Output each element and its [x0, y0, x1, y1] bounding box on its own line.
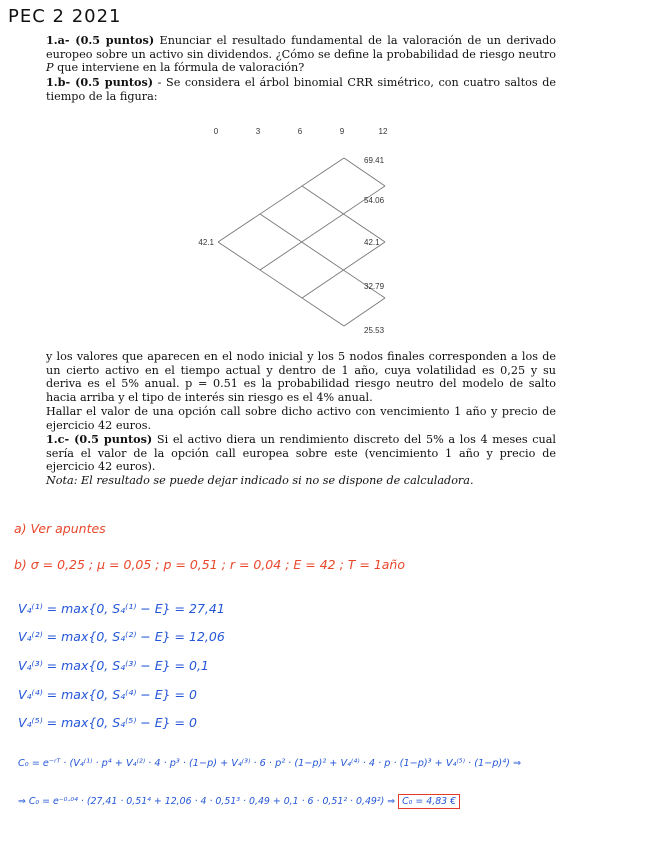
- c0-calculation: ⇒ C₀ = e⁻⁰·⁰⁴ · (27,41 · 0,51⁴ + 12,06 · 4 · 0,51³ · 0,49 + 0,1 · 6 · 0,51² · 0,49²) ⇒: [18, 796, 396, 807]
- tree-time-label: 12: [378, 127, 388, 136]
- tree-edge: [344, 298, 385, 326]
- tree-final-values: [364, 156, 385, 335]
- tree-final-value: 54.06: [364, 196, 385, 205]
- tree-edge: [218, 242, 344, 326]
- payoff-v3: V₄⁽³⁾ = max{0, S₄⁽³⁾ − E} = 0,1: [18, 658, 209, 673]
- tree-edge: [218, 158, 344, 242]
- payoff-v5: V₄⁽⁵⁾ = max{0, S₄⁽⁵⁾ − E} = 0: [18, 715, 197, 730]
- tree-time-label: 9: [339, 127, 345, 136]
- question-1b-paragraph: y los valores que aparecen en el nodo inicial y los 5 nodos finales corresponden a los de un cierto activo en el tiempo actual y dentro de 1 año, cuya volatilidad es 0,25 y su deriva es el 5% anual. p = 0.51 es la probabilidad riesgo neutro del modelo de salto hacia arriba y el tipo de interés sin riesgo es el 4% anual.: [46, 350, 556, 404]
- question-1a-var: P: [46, 61, 54, 75]
- tree-initial-value: 42.1: [198, 238, 214, 247]
- question-1a-text: Enunciar el resultado fundamental de la valoración de un derivado europeo sobre un activo sin dividendos. ¿Cómo se define la probabilidad de riesgo neutro: [46, 34, 556, 61]
- tree-edges: [218, 158, 385, 326]
- payoff-v2: V₄⁽²⁾ = max{0, S₄⁽²⁾ − E} = 12,06: [18, 629, 225, 644]
- question-1c-text: Si el activo diera un rendimiento discreto del 5% a los 4 meses cual sería el valor de la opción call europea sobre este (vencimiento 1 año y precio de ejercicio 42 euros).: [46, 433, 557, 474]
- c0-calculation-line: [18, 796, 460, 807]
- tree-time-label: 0: [213, 127, 219, 136]
- question-1a-text2: que interviene en la fórmula de valoración?: [53, 61, 305, 75]
- question-1c: [46, 433, 556, 474]
- tree-time-label: 6: [297, 127, 303, 136]
- payoff-v1: V₄⁽¹⁾ = max{0, S₄⁽¹⁾ − E} = 27,41: [18, 601, 225, 616]
- tree-time-labels: [214, 127, 388, 136]
- answer-a: a) Ver apuntes: [14, 521, 106, 536]
- tree-final-value: 69.41: [364, 156, 385, 165]
- question-1a-label: 1.a- (0.5 puntos): [46, 33, 155, 47]
- page-heading: PEC 2 2021: [8, 6, 122, 27]
- c0-formula: C₀ = e⁻ʳᵀ · (V₄⁽¹⁾ · p⁴ + V₄⁽²⁾ · 4 · p³ · (1−p) + V₄⁽³⁾ · 6 · p² · (1−p)² + V₄⁽⁴⁾ · 4 · p · (1−p)³ + V₄⁽⁵⁾ · (1−p)⁴) ⇒: [18, 758, 522, 769]
- payoff-v4: V₄⁽⁴⁾ = max{0, S₄⁽⁴⁾ − E} = 0: [18, 687, 197, 702]
- tree-final-value: 32.79: [364, 282, 385, 291]
- answer-b-parameters: b) σ = 0,25 ; μ = 0,05 ; p = 0,51 ; r = 0,04 ; E = 42 ; T = 1año: [14, 557, 405, 572]
- question-1b-task: Hallar el valor de una opción call sobre dicho activo con vencimiento 1 año y precio de ejercicio 42 euros.: [46, 405, 556, 432]
- question-1b-text: - Se considera el árbol binomial CRR simétrico, con cuatro saltos de tiempo de la figura:: [46, 76, 556, 103]
- note: Nota: El resultado se puede dejar indicado si no se dispone de calculadora.: [46, 474, 474, 487]
- tree-final-value: 25.53: [364, 326, 385, 335]
- binomial-tree: [0, 0, 646, 348]
- tree-time-label: 3: [255, 127, 261, 136]
- c0-result-box: C₀ = 4,83 €: [398, 794, 460, 809]
- question-1b-label: 1.b- (0.5 puntos): [46, 75, 154, 89]
- question-1c-label: 1.c- (0.5 puntos): [46, 432, 153, 446]
- tree-final-value: 42.1: [364, 238, 380, 247]
